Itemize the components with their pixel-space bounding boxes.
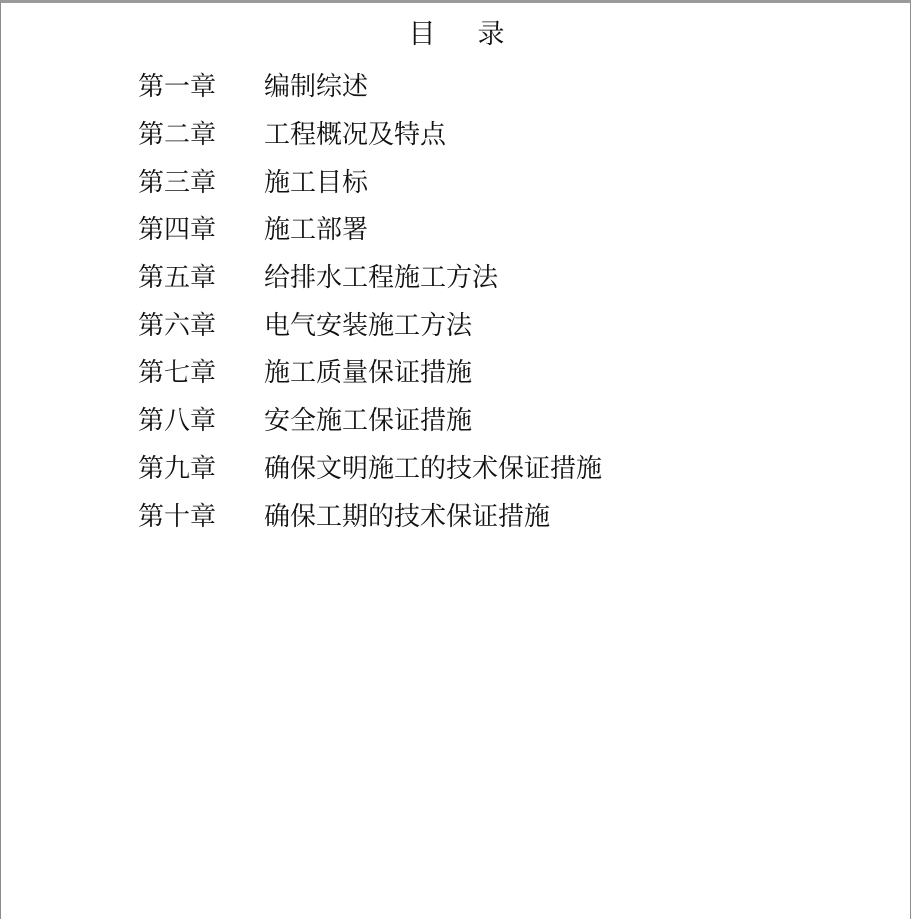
toc-chapter-number: 第七章 <box>138 358 217 389</box>
toc-entry[interactable] <box>138 156 602 204</box>
toc-entry[interactable] <box>138 347 602 395</box>
toc-chapter-number: 第九章 <box>138 453 217 484</box>
toc-chapter-number: 第四章 <box>138 215 217 246</box>
toc-chapter-title: 给排水工程施工方法 <box>264 263 499 294</box>
toc-heading-part-2: 录 <box>477 19 505 50</box>
toc-entry[interactable] <box>138 61 602 109</box>
toc-chapter-number: 第五章 <box>138 263 217 294</box>
toc-chapter-title: 确保文明施工的技术保证措施 <box>264 453 603 484</box>
toc-chapter-title: 施工部署 <box>264 215 369 246</box>
table-of-contents <box>138 61 602 538</box>
toc-chapter-title: 编制综述 <box>264 72 369 103</box>
toc-entry[interactable] <box>138 204 602 252</box>
toc-entry[interactable] <box>138 395 602 443</box>
toc-chapter-number: 第六章 <box>138 310 217 341</box>
toc-chapter-number: 第十章 <box>138 501 217 532</box>
toc-chapter-title: 工程概况及特点 <box>264 120 447 151</box>
toc-chapter-number: 第三章 <box>138 167 217 198</box>
toc-heading <box>1 17 911 53</box>
toc-heading-part-1: 目 <box>408 19 436 50</box>
toc-chapter-number: 第八章 <box>138 406 217 437</box>
toc-chapter-title: 施工目标 <box>264 167 369 198</box>
toc-chapter-number: 第一章 <box>138 72 217 103</box>
toc-entry[interactable] <box>138 443 602 491</box>
toc-chapter-title: 电气安装施工方法 <box>264 310 473 341</box>
toc-chapter-number: 第二章 <box>138 120 217 151</box>
toc-entry[interactable] <box>138 252 602 300</box>
toc-chapter-title: 施工质量保证措施 <box>264 358 473 389</box>
toc-chapter-title: 安全施工保证措施 <box>264 406 473 437</box>
toc-chapter-title: 确保工期的技术保证措施 <box>264 501 551 532</box>
toc-entry[interactable] <box>138 299 602 347</box>
toc-entry[interactable] <box>138 490 602 538</box>
toc-entry[interactable] <box>138 109 602 157</box>
